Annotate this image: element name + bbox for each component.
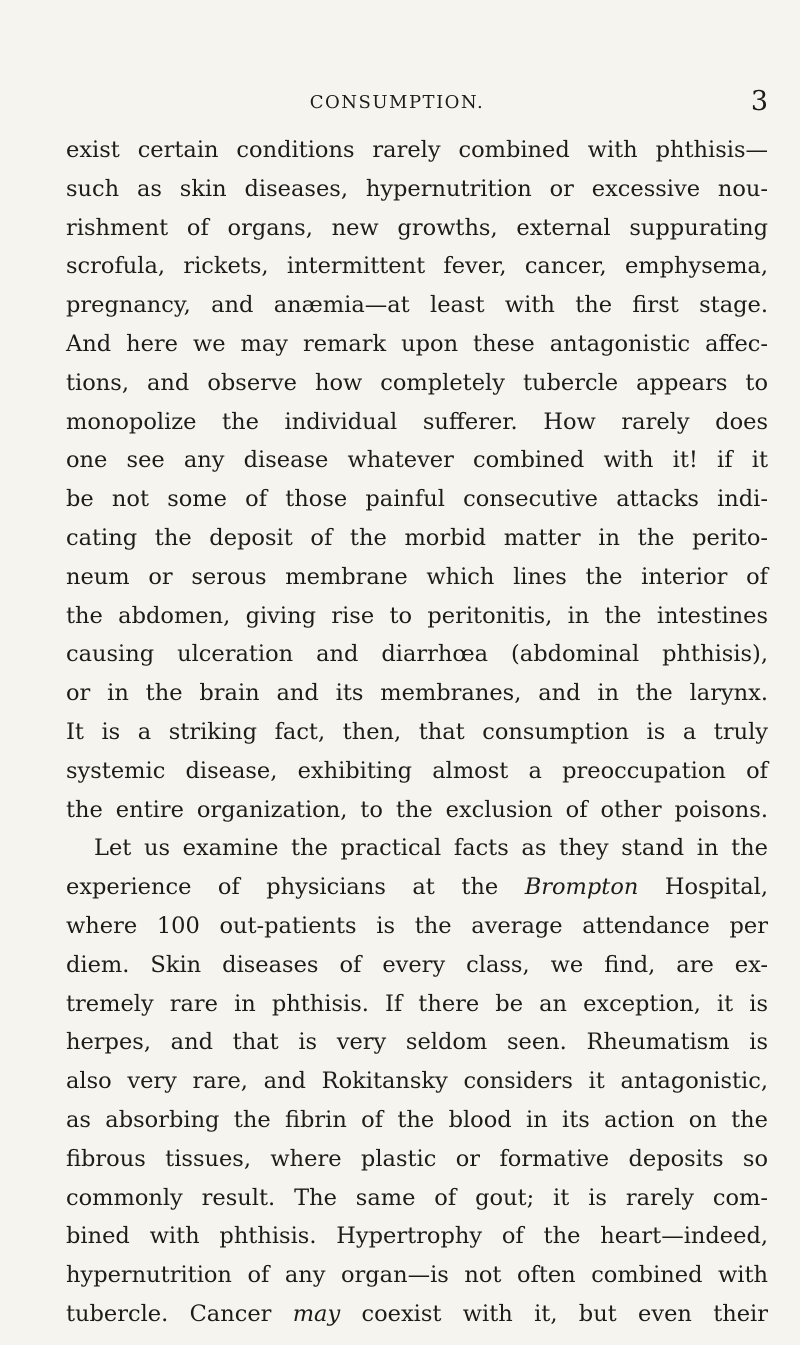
text-line: also very rare, and Rokitansky considers it antagonistic, bbox=[66, 1068, 768, 1095]
text-segment: experience of physicians at the bbox=[66, 874, 499, 901]
text-line: such as skin diseases, hypernutrition or excessive nou- bbox=[66, 175, 768, 202]
text-line: bined with phthisis. Hypertrophy of the heart—indeed, bbox=[66, 1223, 768, 1250]
text-line: one see any disease whatever combined with it! if it bbox=[66, 447, 768, 474]
text-line: neum or serous membrane which lines the interior of bbox=[66, 563, 768, 590]
text-line: cating the deposit of the morbid matter in the perito- bbox=[66, 524, 768, 551]
text-line: tions, and observe how completely tubercle appears to bbox=[66, 369, 768, 396]
text-line: be not some of those painful consecutive attacks indi- bbox=[66, 486, 768, 513]
text-line bbox=[66, 1295, 768, 1334]
text-line: rishment of organs, new growths, external suppurating bbox=[66, 214, 768, 241]
text-line: causing ulceration and diarrhœa (abdominal phthisis), bbox=[66, 641, 768, 668]
text-line: fibrous tissues, where plastic or formative deposits so bbox=[66, 1145, 768, 1172]
text-line: or in the brain and its membranes, and in the larynx. bbox=[66, 680, 768, 707]
text-line: exist certain conditions rarely combined with phthisis— bbox=[66, 137, 768, 163]
text-line: It is a striking fact, then, that consumption is a truly bbox=[66, 718, 768, 745]
text-line: hypernutrition of any organ—is not often combined with bbox=[66, 1262, 768, 1289]
text-line: the abdomen, giving rise to peritonitis, in the intestines bbox=[66, 602, 768, 629]
text-segment: coexist with it, but even their bbox=[361, 1300, 768, 1327]
text-line: diem. Skin diseases of every class, we find, are ex- bbox=[66, 951, 768, 978]
text-line: pregnancy, and anæmia—at least with the first stage. bbox=[66, 292, 768, 319]
page-number: 3 bbox=[750, 86, 768, 117]
text-line: the entire organization, to the exclusion of other poisons. bbox=[66, 796, 768, 823]
text-line: where 100 out-patients is the average attendance per bbox=[66, 912, 768, 939]
text-segment: Hospital, bbox=[664, 874, 769, 901]
text-line: And here we may remark upon these antagonistic affec- bbox=[66, 330, 768, 357]
text-line: scrofula, rickets, intermittent fever, cancer, emphysema, bbox=[66, 253, 768, 280]
italic-hospital-name: Brompton bbox=[524, 874, 639, 901]
text-line: tremely rare in phthisis. If there be an exception, it is bbox=[66, 990, 768, 1017]
paragraph-start-line: Let us examine the practical facts as they stand in the bbox=[94, 835, 768, 862]
text-line bbox=[66, 868, 768, 907]
text-segment: tubercle. Cancer bbox=[66, 1300, 272, 1327]
text-line: commonly result. The same of gout; it is rarely com- bbox=[66, 1184, 768, 1211]
text-line: herpes, and that is very seldom seen. Rheumatism is bbox=[66, 1029, 768, 1056]
text-line: monopolize the individual sufferer. How rarely does bbox=[66, 408, 768, 435]
text-line: as absorbing the fibrin of the blood in its action on the bbox=[66, 1106, 768, 1133]
text-line: systemic disease, exhibiting almost a preoccupation of bbox=[66, 757, 768, 784]
body-text bbox=[66, 131, 768, 1334]
running-title: CONSUMPTION. bbox=[309, 92, 485, 113]
italic-word: may bbox=[292, 1300, 341, 1327]
page-header bbox=[66, 86, 768, 122]
